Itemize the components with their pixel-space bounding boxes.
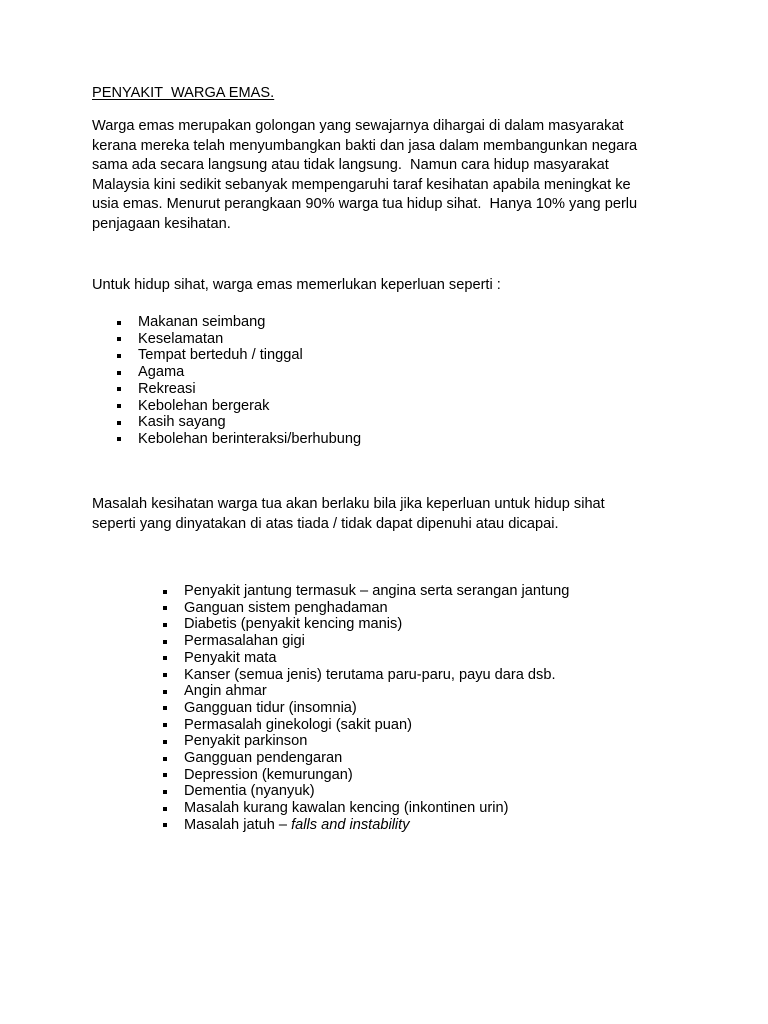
list-item	[184, 733, 569, 750]
list-item-italic-text: falls and instability	[291, 816, 410, 833]
list-item	[184, 583, 569, 600]
list-item	[184, 767, 569, 784]
intro-line: usia emas. Menurut perangkaan 90% warga tua hidup sihat. Hanya 10% yang perlu	[92, 196, 638, 213]
list-item	[184, 700, 569, 717]
square-bullet-icon	[117, 421, 121, 425]
list-item	[138, 347, 361, 364]
list-item-text: Permasalah ginekologi (sakit puan)	[184, 716, 412, 733]
list-item-text: Depression (kemurungan)	[184, 766, 353, 783]
list-item	[184, 667, 569, 684]
needs-list	[138, 314, 361, 448]
list-item	[184, 650, 569, 667]
square-bullet-icon	[163, 673, 167, 677]
list-item	[138, 398, 361, 415]
list-item-text: Penyakit mata	[184, 649, 277, 666]
list-item-text: Kasih sayang	[138, 414, 226, 431]
list-item-text: Masalah kurang kawalan kencing (inkontinen urin)	[184, 800, 509, 817]
list-item-text: Makanan seimbang	[138, 314, 266, 330]
square-bullet-icon	[163, 823, 167, 827]
list-item	[184, 683, 569, 700]
problems-intro-line: seperti yang dinyatakan di atas tiada / tidak dapat dipenuhi atau dicapai.	[92, 515, 559, 532]
intro-line: kerana mereka telah menyumbangkan bakti dan jasa dalam membangunkan negara	[92, 137, 638, 154]
square-bullet-icon	[163, 623, 167, 627]
square-bullet-icon	[163, 690, 167, 694]
intro-line: Malaysia kini sedikit sebanyak mempengaruhi taraf kesihatan apabila meningkat ke	[92, 176, 631, 193]
list-item-text: Gangguan pendengaran	[184, 750, 343, 767]
intro-line: Warga emas merupakan golongan yang sewajarnya dihargai di dalam masyarakat	[92, 118, 624, 134]
square-bullet-icon	[163, 773, 167, 777]
list-item-text: Rekreasi	[138, 380, 196, 397]
square-bullet-icon	[163, 706, 167, 710]
square-bullet-icon	[163, 740, 167, 744]
list-item	[184, 633, 569, 650]
square-bullet-icon	[163, 606, 167, 610]
list-item	[184, 717, 569, 734]
intro-line: sama ada secara langsung atau tidak langsung. Namun cara hidup masyarakat	[92, 157, 609, 174]
intro-paragraph	[92, 117, 692, 235]
list-item	[138, 331, 361, 348]
square-bullet-icon	[117, 337, 121, 341]
needs-intro-line: Untuk hidup sihat, warga emas memerlukan keperluan seperti :	[92, 277, 501, 293]
list-item-text: Ganguan sistem penghadaman	[184, 599, 388, 616]
problems-intro-line: Masalah kesihatan warga tua akan berlaku bila jika keperluan untuk hidup sihat	[92, 496, 605, 512]
square-bullet-icon	[163, 640, 167, 644]
list-item-text: Penyakit parkinson	[184, 733, 308, 750]
list-item-text: Tempat berteduh / tinggal	[138, 347, 303, 364]
list-item	[138, 431, 361, 448]
square-bullet-icon	[117, 321, 121, 325]
square-bullet-icon	[163, 723, 167, 727]
square-bullet-icon	[117, 371, 121, 375]
list-item-text: Permasalahan gigi	[184, 633, 305, 650]
list-item-text: Kebolehan bergerak	[138, 397, 270, 414]
square-bullet-icon	[163, 807, 167, 811]
list-item	[184, 600, 569, 617]
list-item	[184, 817, 569, 834]
list-item-text: Masalah jatuh –	[184, 816, 292, 833]
square-bullet-icon	[163, 590, 167, 594]
list-item	[138, 364, 361, 381]
square-bullet-icon	[163, 757, 167, 761]
square-bullet-icon	[117, 437, 121, 441]
square-bullet-icon	[163, 656, 167, 660]
square-bullet-icon	[117, 404, 121, 408]
list-item-text: Keselamatan	[138, 330, 224, 347]
list-item-text: Angin ahmar	[184, 683, 267, 700]
list-item	[138, 314, 361, 331]
list-item	[184, 750, 569, 767]
square-bullet-icon	[117, 354, 121, 358]
list-item	[184, 616, 569, 633]
list-item-text: Penyakit jantung termasuk – angina serta serangan jantung	[184, 583, 570, 599]
problems-intro-paragraph	[92, 495, 692, 534]
intro-line: penjagaan kesihatan.	[92, 215, 231, 232]
needs-intro-paragraph	[92, 276, 692, 296]
list-item	[138, 414, 361, 431]
list-item-text: Dementia (nyanyuk)	[184, 783, 315, 800]
list-item	[184, 783, 569, 800]
diseases-list	[184, 583, 569, 834]
square-bullet-icon	[117, 387, 121, 391]
list-item	[138, 381, 361, 398]
list-item-text: Kebolehan berinteraksi/berhubung	[138, 430, 362, 447]
list-item	[184, 800, 569, 817]
square-bullet-icon	[163, 790, 167, 794]
list-item-text: Kanser (semua jenis) terutama paru-paru, payu dara dsb.	[184, 666, 556, 683]
list-item-text: Diabetis (penyakit kencing manis)	[184, 616, 403, 633]
document-title: PENYAKIT WARGA EMAS.	[92, 85, 275, 101]
list-item-text: Gangguan tidur (insomnia)	[184, 699, 357, 716]
list-item-text: Agama	[138, 364, 185, 381]
